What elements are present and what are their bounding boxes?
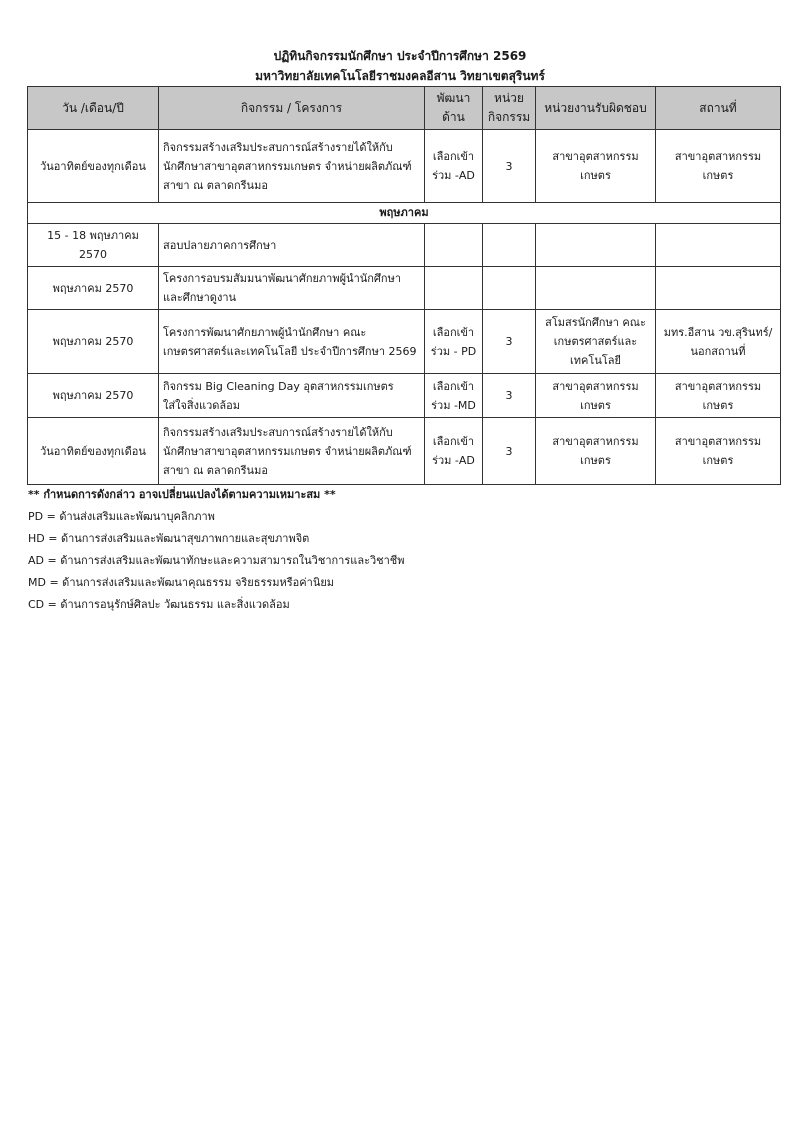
cell-place: สาขาอุตสาหกรรมเกษตร	[656, 418, 781, 485]
cell-empty	[656, 267, 781, 310]
header-aspect: พัฒนาด้าน	[425, 87, 483, 130]
header-place: สถานที่	[656, 87, 781, 130]
cell-place: มทร.อีสาน วข.สุรินทร์/ นอกสถานที่	[656, 310, 781, 374]
cell-date: พฤษภาคม 2570	[28, 267, 159, 310]
cell-place: สาขาอุตสาหกรรมเกษตร	[656, 374, 781, 418]
note-cd: CD = ด้านการอนุรักษ์ศิลปะ วัฒนธรรม และสิ่งแวดล้อม	[28, 598, 290, 611]
cell-department: สาขาอุตสาหกรรมเกษตร	[536, 418, 656, 485]
cell-empty	[425, 224, 483, 267]
cell-units: 3	[483, 310, 536, 374]
note-hd: HD = ด้านการส่งเสริมและพัฒนาสุขภาพกายและสุขภาพจิต	[28, 532, 310, 545]
cell-department: สาขาอุตสาหกรรมเกษตร	[536, 130, 656, 203]
document-title: ปฏิทินกิจกรรมนักศึกษา ประจำปีการศึกษา 2569	[273, 49, 527, 63]
cell-units: 3	[483, 418, 536, 485]
activity-table	[27, 86, 781, 485]
cell-date: 15 - 18 พฤษภาคม 2570	[28, 224, 159, 267]
header-units: หน่วย กิจกรรม	[483, 87, 536, 130]
cell-aspect: เลือกเข้าร่วม -MD	[425, 374, 483, 418]
table-row	[28, 130, 781, 203]
note-ad: AD = ด้านการส่งเสริมและพัฒนาทักษะและความสามารถในวิชาการและวิชาชีพ	[28, 554, 405, 567]
document-subtitle: มหาวิทยาลัยเทคโนโลยีราชมงคลอีสาน วิทยาเขตสุรินทร์	[255, 69, 545, 83]
header-date: วัน /เดือน/ปี	[28, 87, 159, 130]
cell-aspect: เลือกเข้าร่วม -AD	[425, 130, 483, 203]
cell-empty	[425, 267, 483, 310]
table-row	[28, 374, 781, 418]
cell-activity: กิจกรรมสร้างเสริมประสบการณ์สร้างรายได้ให้กับนักศึกษาสาขาอุตสาหกรรมเกษตร จำหน่ายผลิตภัณฑ์สาขา ณ ตลาดกรีนมอ	[159, 130, 425, 203]
table-row	[28, 267, 781, 310]
header-activity: กิจกรรม / โครงการ	[159, 87, 425, 130]
cell-aspect: เลือกเข้าร่วม -AD	[425, 418, 483, 485]
notes-section	[28, 484, 405, 616]
cell-empty	[536, 267, 656, 310]
cell-activity: สอบปลายภาคการศึกษา	[159, 224, 425, 267]
cell-activity: กิจกรรมสร้างเสริมประสบการณ์สร้างรายได้ให้กับนักศึกษาสาขาอุตสาหกรรมเกษตร จำหน่ายผลิตภัณฑ์สาขา ณ ตลาดกรีนมอ	[159, 418, 425, 485]
cell-activity: โครงการอบรมสัมมนาพัฒนาศักยภาพผู้นำนักศึกษา และศึกษาดูงาน	[159, 267, 425, 310]
cell-date: พฤษภาคม 2570	[28, 374, 159, 418]
cell-date: วันอาทิตย์ของทุกเดือน	[28, 418, 159, 485]
cell-activity: กิจกรรม Big Cleaning Day อุตสาหกรรมเกษตร ใส่ใจสิ่งแวดล้อม	[159, 374, 425, 418]
cell-empty	[656, 224, 781, 267]
cell-date: พฤษภาคม 2570	[28, 310, 159, 374]
table-row	[28, 418, 781, 485]
table-row	[28, 310, 781, 374]
note-pd: PD = ด้านส่งเสริมและพัฒนาบุคลิกภาพ	[28, 510, 215, 523]
cell-empty	[483, 224, 536, 267]
note-md: MD = ด้านการส่งเสริมและพัฒนาคุณธรรม จริยธรรมหรือค่านิยม	[28, 576, 335, 589]
cell-units: 3	[483, 130, 536, 203]
section-row	[28, 203, 781, 224]
cell-units: 3	[483, 374, 536, 418]
notes-header: ** กำหนดการดังกล่าว อาจเปลี่ยนแปลงได้ตามความเหมาะสม **	[28, 488, 336, 501]
cell-department: สโมสรนักศึกษา คณะเกษตรศาสตร์และเทคโนโลยี	[536, 310, 656, 374]
cell-empty	[536, 224, 656, 267]
cell-place: สาขาอุตสาหกรรมเกษตร	[656, 130, 781, 203]
table-header-row	[28, 87, 781, 130]
table-row	[28, 224, 781, 267]
cell-date: วันอาทิตย์ของทุกเดือน	[28, 130, 159, 203]
cell-aspect: เลือกเข้าร่วม - PD	[425, 310, 483, 374]
cell-department: สาขาอุตสาหกรรมเกษตร	[536, 374, 656, 418]
section-label: พฤษภาคม	[28, 203, 781, 224]
cell-activity: โครงการพัฒนาศักยภาพผู้นำนักศึกษา คณะเกษตรศาสตร์และเทคโนโลยี ประจำปีการศึกษา 2569	[159, 310, 425, 374]
header-department: หน่วยงานรับผิดชอบ	[536, 87, 656, 130]
cell-empty	[483, 267, 536, 310]
